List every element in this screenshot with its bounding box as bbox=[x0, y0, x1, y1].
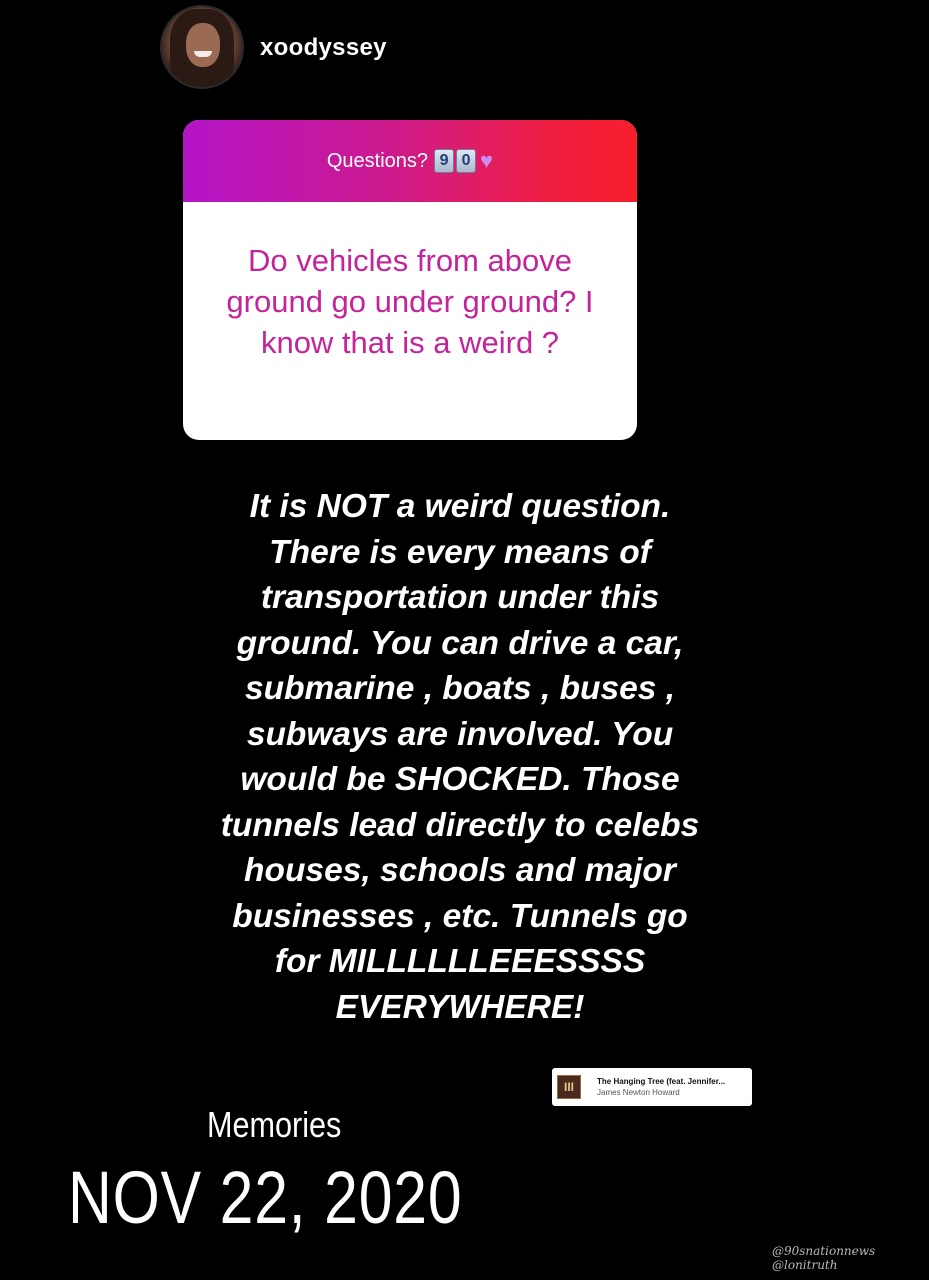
question-header-label: Questions? bbox=[326, 149, 429, 172]
avatar-face bbox=[186, 23, 220, 67]
answer-line: for MILLLLLLEEESSSS bbox=[274, 943, 646, 980]
answer-line: transportation under this bbox=[260, 579, 660, 616]
counter-digit: 9 bbox=[434, 149, 454, 173]
purple-heart-icon: ♥ bbox=[480, 148, 494, 173]
album-art-icon: III bbox=[557, 1075, 581, 1099]
music-sticker[interactable] bbox=[552, 1068, 752, 1106]
question-sticker[interactable] bbox=[183, 120, 637, 440]
profile-avatar[interactable] bbox=[160, 5, 244, 89]
answer-line: tunnels lead directly to celebs bbox=[220, 806, 700, 844]
answer-line: subways are involved. You bbox=[246, 715, 674, 753]
music-artist: James Newton Howard bbox=[597, 1088, 680, 1097]
watermark-line: @lonitruth bbox=[772, 1258, 838, 1272]
music-meta bbox=[597, 1076, 725, 1098]
answer-line: businesses , etc. Tunnels go bbox=[232, 897, 688, 935]
music-song-title: The Hanging Tree (feat. Jennifer... bbox=[597, 1077, 726, 1086]
question-text: Do vehicles from above ground go under ground? I know that is a weird ? bbox=[226, 243, 594, 360]
answer-line: would be SHOCKED. Those bbox=[240, 761, 680, 798]
profile-username[interactable]: xoodyssey bbox=[260, 34, 387, 61]
answer-line: There is every means of bbox=[269, 533, 651, 571]
answer-line: EVERYWHERE! bbox=[335, 988, 585, 1026]
watermark bbox=[772, 1244, 875, 1272]
answer-text bbox=[180, 484, 740, 1030]
watermark-line: @90snationnews bbox=[772, 1244, 876, 1258]
answer-line: ground. You can drive a car, bbox=[236, 624, 684, 662]
memory-date: NOV 22, 2020 bbox=[68, 1156, 463, 1239]
question-sticker-header bbox=[183, 120, 637, 202]
answer-line: It is NOT a weird question. bbox=[249, 488, 671, 525]
answer-line: houses, schools and major bbox=[244, 852, 676, 889]
answer-line: submarine , boats , buses , bbox=[244, 670, 676, 707]
memories-label: Memories bbox=[207, 1104, 342, 1145]
counter-digit: 0 bbox=[456, 149, 476, 173]
